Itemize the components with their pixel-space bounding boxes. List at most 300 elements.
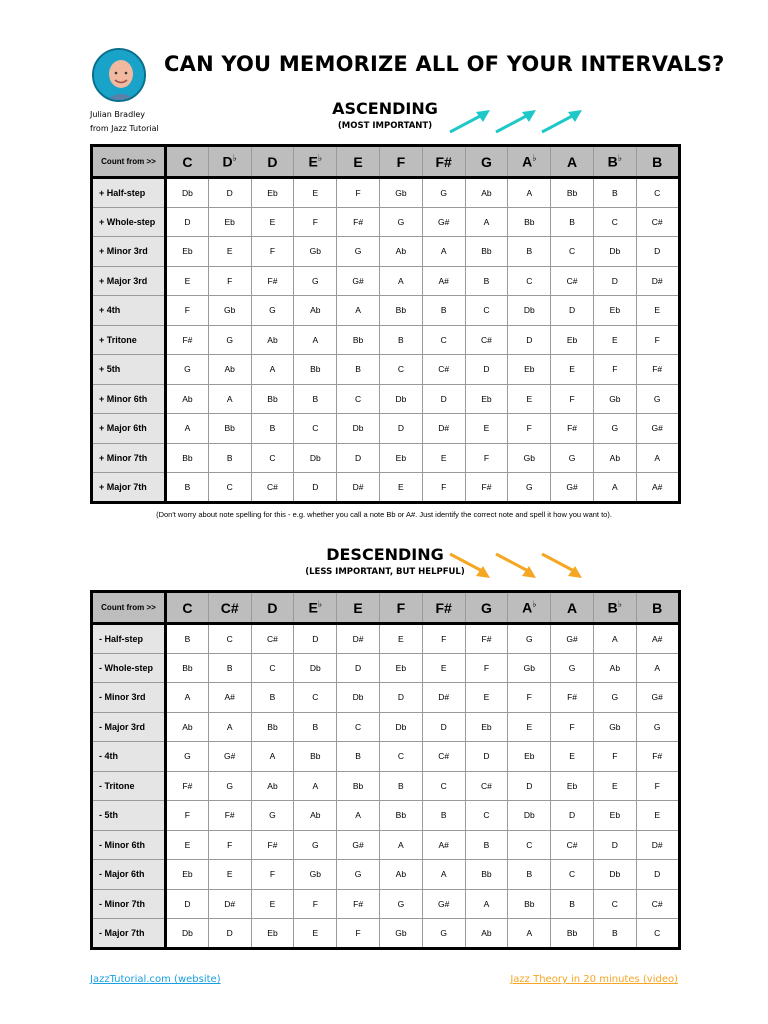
note-cell: Bb (251, 384, 294, 414)
note-cell: G# (636, 414, 679, 444)
note-cell: C (251, 443, 294, 473)
note-cell: B (208, 653, 251, 683)
note-cell: B (508, 237, 551, 267)
table-row (92, 830, 680, 860)
note-cell: B (465, 830, 508, 860)
note-cell: E (465, 414, 508, 444)
note-cell: A (251, 742, 294, 772)
note-cell: Db (508, 296, 551, 326)
note-cell: D (294, 624, 337, 654)
table-row (92, 266, 680, 296)
column-root-note: C (182, 599, 193, 616)
note-cell: B (422, 296, 465, 326)
note-cell: B (208, 443, 251, 473)
note-cell: G# (551, 473, 594, 503)
note-cell: F (593, 742, 636, 772)
flat-sign: ♭ (532, 153, 537, 164)
note-cell: F# (337, 207, 380, 237)
interval-label: - Minor 7th (92, 889, 166, 919)
table-row (92, 414, 680, 444)
note-cell: G (636, 712, 679, 742)
note-cell: A# (636, 624, 679, 654)
note-cell: G (208, 771, 251, 801)
flat-sign: ♭ (317, 599, 323, 610)
note-cell: Bb (379, 296, 422, 326)
column-root-note: B (652, 599, 663, 616)
note-cell: D (551, 296, 594, 326)
column-header (379, 146, 422, 178)
note-cell: Eb (593, 296, 636, 326)
descending-arrows-icon (446, 550, 586, 580)
note-cell: Bb (208, 414, 251, 444)
note-cell: C (636, 919, 679, 949)
column-root-note: A (567, 153, 578, 170)
note-cell: Bb (379, 801, 422, 831)
note-cell: C (379, 742, 422, 772)
flat-sign: ♭ (317, 153, 323, 164)
note-cell: G (294, 830, 337, 860)
note-cell: A (166, 414, 209, 444)
column-header (465, 146, 508, 178)
note-cell: C (294, 414, 337, 444)
column-root-note: D (267, 153, 278, 170)
note-cell: Gb (294, 237, 337, 267)
note-cell: G (593, 414, 636, 444)
note-cell: E (294, 178, 337, 208)
column-root-note: F (396, 153, 406, 170)
note-cell: D (551, 801, 594, 831)
note-cell: G (251, 296, 294, 326)
interval-label: + Major 3rd (92, 266, 166, 296)
note-cell: D# (422, 414, 465, 444)
note-cell: C (551, 860, 594, 890)
note-cell: E (166, 830, 209, 860)
ascending-heading (300, 100, 470, 132)
column-header (508, 146, 551, 178)
note-cell: A (593, 624, 636, 654)
note-cell: Gb (208, 296, 251, 326)
note-cell: Db (294, 653, 337, 683)
note-cell: Ab (379, 860, 422, 890)
note-cell: Eb (593, 801, 636, 831)
note-cell: D (508, 771, 551, 801)
note-cell: F (166, 296, 209, 326)
note-cell: F (593, 355, 636, 385)
note-cell: F (251, 860, 294, 890)
note-cell: Eb (551, 325, 594, 355)
note-cell: E (422, 653, 465, 683)
column-root-note: G (481, 599, 492, 616)
note-cell: A (337, 296, 380, 326)
note-cell: Eb (465, 384, 508, 414)
note-cell: F (208, 830, 251, 860)
portrait-icon (94, 50, 146, 102)
note-cell: Eb (508, 742, 551, 772)
column-root-note: G (481, 153, 492, 170)
note-cell: C (251, 653, 294, 683)
column-root-note: B (607, 153, 618, 170)
note-cell: F (508, 683, 551, 713)
note-cell: A# (422, 266, 465, 296)
note-cell: D (508, 325, 551, 355)
table-row (92, 653, 680, 683)
note-cell: B (379, 771, 422, 801)
column-root-note: F# (435, 153, 452, 170)
note-cell: G (508, 473, 551, 503)
note-cell: F (166, 801, 209, 831)
note-cell: D (636, 860, 679, 890)
note-cell: Bb (337, 325, 380, 355)
note-cell: Eb (166, 860, 209, 890)
descending-table (90, 590, 681, 950)
note-cell: D (422, 384, 465, 414)
website-link[interactable]: JazzTutorial.com (website) (90, 974, 221, 985)
table-row (92, 742, 680, 772)
note-cell: Bb (166, 653, 209, 683)
flat-sign: ♭ (532, 599, 537, 610)
note-cell: A (636, 653, 679, 683)
note-cell: Ab (465, 178, 508, 208)
ascending-table (90, 144, 681, 504)
note-cell: B (166, 473, 209, 503)
note-cell: Bb (508, 207, 551, 237)
interval-label: - Minor 6th (92, 830, 166, 860)
table-row (92, 355, 680, 385)
video-link[interactable]: Jazz Theory in 20 minutes (video) (510, 974, 678, 985)
note-cell: E (551, 742, 594, 772)
column-header (208, 146, 251, 178)
note-cell: D (337, 653, 380, 683)
note-cell: B (551, 207, 594, 237)
note-cell: B (294, 384, 337, 414)
note-cell: E (294, 919, 337, 949)
note-cell: Ab (294, 296, 337, 326)
note-cell: D (166, 889, 209, 919)
column-header (251, 592, 294, 624)
note-cell: Gb (593, 384, 636, 414)
note-cell: B (551, 889, 594, 919)
table-row (92, 712, 680, 742)
table-row (92, 889, 680, 919)
note-cell: A# (636, 473, 679, 503)
column-header (593, 146, 636, 178)
note-cell: A (251, 355, 294, 385)
note-cell: G (337, 860, 380, 890)
note-cell: D (465, 742, 508, 772)
interval-label: - Major 3rd (92, 712, 166, 742)
note-cell: G# (337, 266, 380, 296)
note-cell: Db (337, 414, 380, 444)
note-cell: G# (422, 207, 465, 237)
note-cell: F# (208, 801, 251, 831)
column-root-note: B (652, 153, 663, 170)
table-row (92, 237, 680, 267)
column-header (337, 146, 380, 178)
note-cell: F (508, 414, 551, 444)
column-root-note: E (353, 153, 363, 170)
note-cell: F# (551, 414, 594, 444)
note-cell: Db (593, 237, 636, 267)
note-cell: F# (465, 624, 508, 654)
column-root-note: F (396, 599, 406, 616)
note-cell: F (465, 653, 508, 683)
note-cell: C# (636, 889, 679, 919)
note-cell: C (294, 683, 337, 713)
interval-label: + Tritone (92, 325, 166, 355)
note-cell: A (422, 860, 465, 890)
note-cell: A (422, 237, 465, 267)
interval-label: - 5th (92, 801, 166, 831)
note-cell: F# (337, 889, 380, 919)
column-root-note: A (522, 599, 533, 616)
note-cell: B (465, 266, 508, 296)
note-cell: A (294, 325, 337, 355)
column-root-note: C# (220, 599, 239, 616)
note-cell: D# (636, 266, 679, 296)
note-cell: A (465, 207, 508, 237)
note-cell: G (551, 443, 594, 473)
column-header (379, 592, 422, 624)
column-header (422, 592, 465, 624)
note-cell: Ab (166, 384, 209, 414)
table-row (92, 683, 680, 713)
note-cell: Eb (166, 237, 209, 267)
interval-label: + Minor 3rd (92, 237, 166, 267)
note-cell: G (294, 266, 337, 296)
flat-sign: ♭ (617, 599, 623, 610)
note-cell: F (294, 889, 337, 919)
note-cell: A (166, 683, 209, 713)
note-cell: B (508, 860, 551, 890)
column-header (337, 592, 380, 624)
note-cell: G (166, 742, 209, 772)
note-cell: Gb (379, 919, 422, 949)
note-cell: A (593, 473, 636, 503)
note-cell: E (379, 473, 422, 503)
header-row (92, 592, 680, 624)
interval-label: + 4th (92, 296, 166, 326)
column-header (593, 592, 636, 624)
column-root-note: B (607, 599, 618, 616)
note-cell: A# (422, 830, 465, 860)
column-header (636, 592, 679, 624)
note-cell: Ab (593, 653, 636, 683)
note-cell: A (337, 801, 380, 831)
note-cell: C (636, 178, 679, 208)
interval-label: + Major 6th (92, 414, 166, 444)
column-root-note: F# (435, 599, 452, 616)
note-cell: A (208, 384, 251, 414)
note-cell: E (251, 207, 294, 237)
interval-label: - Half-step (92, 624, 166, 654)
note-cell: A (465, 889, 508, 919)
column-header (294, 592, 337, 624)
column-header (166, 146, 209, 178)
note-cell: A (208, 712, 251, 742)
note-cell: E (508, 712, 551, 742)
column-header (508, 592, 551, 624)
note-cell: G# (422, 889, 465, 919)
note-cell: E (208, 860, 251, 890)
note-cell: G# (636, 683, 679, 713)
note-cell: Bb (465, 860, 508, 890)
note-cell: C (551, 237, 594, 267)
note-cell: C# (465, 325, 508, 355)
note-cell: G (636, 384, 679, 414)
note-cell: G (551, 653, 594, 683)
table-row (92, 207, 680, 237)
column-root-note: D (222, 153, 233, 170)
note-cell: F# (636, 355, 679, 385)
flat-sign: ♭ (232, 153, 237, 164)
note-cell: Db (294, 443, 337, 473)
note-cell: B (337, 742, 380, 772)
note-cell: E (551, 355, 594, 385)
note-cell: E (208, 237, 251, 267)
note-cell: F (551, 712, 594, 742)
interval-label: - Minor 3rd (92, 683, 166, 713)
note-cell: B (166, 624, 209, 654)
note-cell: Ab (379, 237, 422, 267)
note-cell: A (294, 771, 337, 801)
note-cell: E (636, 801, 679, 831)
note-cell: Ab (251, 771, 294, 801)
note-cell: G (508, 624, 551, 654)
note-cell: Bb (294, 742, 337, 772)
interval-label: - Major 7th (92, 919, 166, 949)
note-cell: B (593, 919, 636, 949)
column-header (551, 146, 594, 178)
note-cell: Ab (294, 801, 337, 831)
note-cell: Bb (166, 443, 209, 473)
note-cell: F# (636, 742, 679, 772)
interval-label: + Minor 6th (92, 384, 166, 414)
ascending-title: ASCENDING (332, 99, 438, 118)
note-cell: C (208, 473, 251, 503)
note-cell: G (166, 355, 209, 385)
note-cell: Eb (379, 653, 422, 683)
note-cell: C (508, 266, 551, 296)
column-root-note: A (567, 599, 578, 616)
note-cell: A (508, 919, 551, 949)
column-header (166, 592, 209, 624)
note-cell: Db (593, 860, 636, 890)
note-cell: Bb (508, 889, 551, 919)
note-cell: B (422, 801, 465, 831)
note-cell: Db (337, 683, 380, 713)
column-header (465, 592, 508, 624)
note-cell: F (337, 178, 380, 208)
note-cell: F (294, 207, 337, 237)
interval-label: + Minor 7th (92, 443, 166, 473)
note-cell: C (593, 207, 636, 237)
column-root-note: E (308, 153, 318, 170)
interval-label: + Whole-step (92, 207, 166, 237)
flat-sign: ♭ (617, 153, 623, 164)
author-name: Julian Bradley (90, 110, 146, 119)
note-cell: G (422, 919, 465, 949)
note-cell: F# (251, 266, 294, 296)
note-cell: F (551, 384, 594, 414)
note-cell: Bb (251, 712, 294, 742)
note-cell: D (208, 178, 251, 208)
note-cell: C# (636, 207, 679, 237)
note-cell: D# (337, 473, 380, 503)
note-cell: F (422, 624, 465, 654)
note-cell: Eb (379, 443, 422, 473)
table-row (92, 178, 680, 208)
note-cell: Bb (294, 355, 337, 385)
note-cell: D (636, 237, 679, 267)
interval-label: - Whole-step (92, 653, 166, 683)
note-cell: E (379, 624, 422, 654)
column-root-note: D (267, 599, 278, 616)
note-cell: Bb (337, 771, 380, 801)
note-cell: D (294, 473, 337, 503)
note-cell: G (337, 237, 380, 267)
note-cell: Gb (508, 653, 551, 683)
note-cell: C (337, 384, 380, 414)
note-cell: Ab (208, 355, 251, 385)
table-row (92, 801, 680, 831)
column-root-note: E (308, 599, 318, 616)
descending-subtitle: (LESS IMPORTANT, BUT HELPFUL) (305, 567, 465, 577)
table-row (92, 860, 680, 890)
note-cell: C (422, 325, 465, 355)
note-cell: F (422, 473, 465, 503)
note-cell: Eb (465, 712, 508, 742)
note-cell: Ab (251, 325, 294, 355)
note-cell: Eb (251, 178, 294, 208)
note-cell: Db (379, 712, 422, 742)
column-header (251, 146, 294, 178)
table-row (92, 296, 680, 326)
interval-label: + Major 7th (92, 473, 166, 503)
note-cell: D (208, 919, 251, 949)
interval-label: + Half-step (92, 178, 166, 208)
descending-title: DESCENDING (326, 545, 444, 564)
note-cell: Db (379, 384, 422, 414)
note-cell: F# (551, 683, 594, 713)
note-cell: Db (166, 178, 209, 208)
note-cell: A (508, 178, 551, 208)
note-cell: C (379, 355, 422, 385)
note-cell: D (593, 830, 636, 860)
note-cell: C (508, 830, 551, 860)
note-cell: G (208, 325, 251, 355)
note-cell: G (251, 801, 294, 831)
ascending-arrows-icon (446, 106, 586, 136)
note-cell: E (636, 296, 679, 326)
note-cell: B (379, 325, 422, 355)
table-row (92, 624, 680, 654)
note-cell: D (166, 207, 209, 237)
interval-label: - Major 6th (92, 860, 166, 890)
note-cell: C# (551, 830, 594, 860)
note-cell: G (379, 207, 422, 237)
note-cell: C (337, 712, 380, 742)
note-cell: F (636, 771, 679, 801)
note-cell: D (379, 414, 422, 444)
note-cell: F# (166, 771, 209, 801)
note-cell: Db (508, 801, 551, 831)
column-root-note: E (353, 599, 363, 616)
table-row (92, 473, 680, 503)
note-cell: E (251, 889, 294, 919)
column-header (636, 146, 679, 178)
note-cell: C (593, 889, 636, 919)
count-from-label: Count from >> (92, 592, 166, 624)
